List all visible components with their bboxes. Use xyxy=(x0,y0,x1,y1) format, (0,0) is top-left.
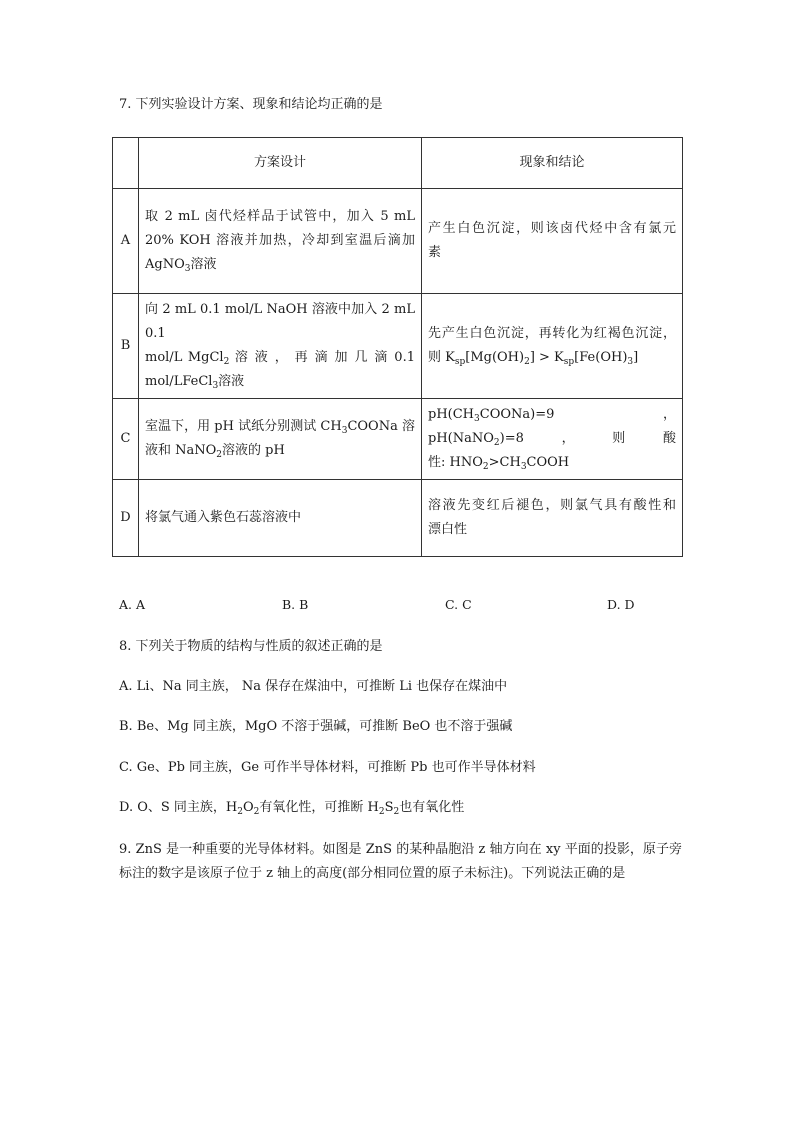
design-cell-b: 向 2 mL 0.1 mol/L NaOH 溶液中加入 2 mL 0.1 mol/L MgCl$_2$ 溶 液 ， 再 滴 加 几 滴 0.1 mol/LFeCl$_3$溶液 xyxy=(139,294,422,399)
question-7-title: 7. 下列实验设计方案、现象和结论均正确的是 xyxy=(119,97,383,112)
design-cell-a: 取 2 mL 卤代烃样品于试管中，加入 5 mL 20% KOH 溶液并加热，冷却到室温后滴加 AgNO$_3$溶液 xyxy=(139,189,422,294)
row-label-d: D xyxy=(113,480,139,557)
header-design: 方案设计 xyxy=(139,138,422,189)
row-label-a: A xyxy=(113,189,139,294)
option-a[interactable]: A. A xyxy=(119,597,146,612)
result-cell-a: 产生白色沉淀，则该卤代烃中含有氯元 素 xyxy=(422,189,683,294)
question-9-text: 9. ZnS 是一种重要的光导体材料。如图是 ZnS 的某种晶胞沿 z 轴方向在 xy 平面的投影，原子旁标注的数字是该原子位于 z 轴上的高度(部分相同位置的原子未标注)。下列说法正确的是 xyxy=(119,842,682,881)
result-cell-d: 溶液先变红后褪色，则氯气具有酸性和 漂白性 xyxy=(422,480,683,557)
question-8-option-a[interactable]: A. Li、Na 同主族， Na 保存在煤油中，可推断 Li 也保存在煤油中 xyxy=(119,679,508,694)
question-8-option-c[interactable]: C. Ge、Pb 同主族，Ge 可作半导体材料，可推断 Pb 也可作半导体材料 xyxy=(119,760,536,775)
header-result: 现象和结论 xyxy=(422,138,683,189)
result-cell-c: $pH(CH_3COONa)=9$，pH(NaNO$_2$)=8，则酸 性: $HNO_2>CH_3COOH$ xyxy=(422,399,683,480)
option-c[interactable]: C. C xyxy=(445,597,472,612)
design-cell-c: 室温下，用 pH 试纸分别测试 $CH_3COONa$ 溶 液和 NaNO$_2$溶液的 pH xyxy=(139,399,422,480)
table-row xyxy=(113,189,683,294)
table-row xyxy=(113,399,683,480)
question-8-option-d[interactable]: D. O、S 同主族，$H_2O_2$有氧化性，可推断 $H_2S_2$也有氧化性 xyxy=(119,800,465,817)
table-row xyxy=(113,480,683,557)
question-8-title: 8. 下列关于物质的结构与性质的叙述正确的是 xyxy=(119,639,383,654)
design-cell-d: 将氯气通入紫色石蕊溶液中 xyxy=(139,480,422,557)
row-label-c: C xyxy=(113,399,139,480)
header-blank xyxy=(113,138,139,189)
table-header-row xyxy=(113,138,683,189)
result-cell-b: 先产生白色沉淀，再转化为红褐色沉淀， 则 $K_{sp}[Mg(OH)_2] > K_{sp}[Fe(OH)_3]$ xyxy=(422,294,683,399)
option-d[interactable]: D. D xyxy=(607,597,635,612)
question-7-options xyxy=(119,597,639,617)
question-8-option-b[interactable]: B. Be、Mg 同主族，MgO 不溶于强碱，可推断 BeO 也不溶于强碱 xyxy=(119,719,513,734)
experiment-table xyxy=(112,137,683,557)
row-label-b: B xyxy=(113,294,139,399)
option-b[interactable]: B. B xyxy=(282,597,309,612)
table-row xyxy=(113,294,683,399)
